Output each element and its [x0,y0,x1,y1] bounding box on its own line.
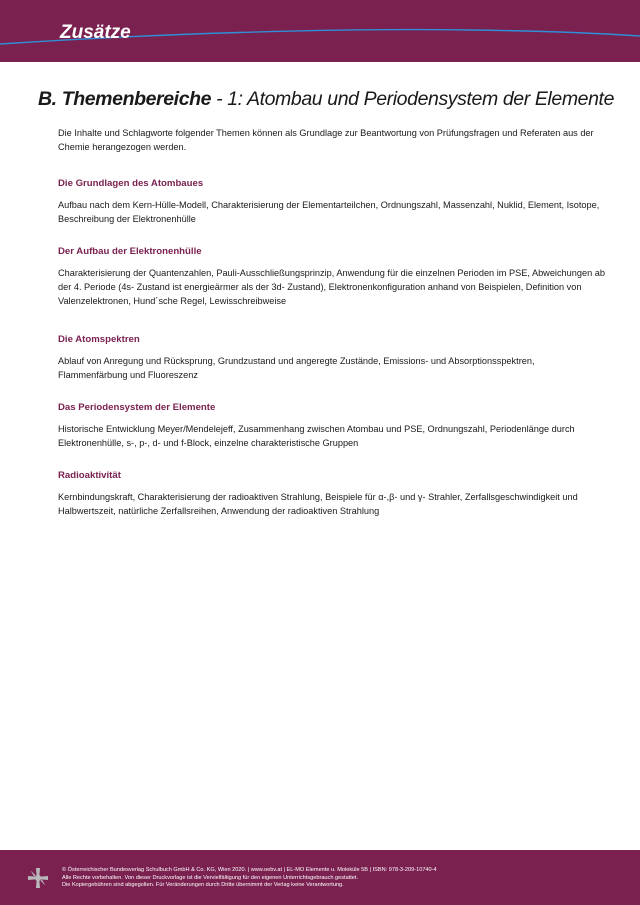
section-periodensystem [58,402,606,450]
section-heading: Radioaktivität [58,470,121,481]
section-elektronenhuelle [58,246,606,308]
section-atomspektren [58,334,606,382]
page-title-bold: B. Themenbereiche [38,88,212,110]
section-text: Charakterisierung der Quantenzahlen, Pauli-Ausschließungsprinzip, Anwendung für die einzelnen Perioden im PSE, Abweichungen ab der 4. Periode (4s- Zustand ist energieärmer als der 3d- Zustand), Elektronenkonfiguration anhand von Beispielen, Definition von Valenzelektronen, Hund´sche Regel, Lewisschreibweise [58,268,605,306]
footer-line: Die Kopiergebühren sind abgegolten. Für Veränderungen durch Dritte übernimmt der Verlag keine Verantwortung. [62,882,344,889]
section-heading: Der Aufbau der Elektronenhülle [58,246,202,257]
section-radioaktivitaet [58,470,606,518]
intro-text: Die Inhalte und Schlagworte folgender Themen können als Grundlage zur Beantwortung von Prüfungsfragen und Referaten aus der Chemie herangezogen werden. [58,128,594,152]
section-heading: Die Atomspektren [58,334,140,345]
page-title [38,88,628,111]
header-title: Zusätze [60,22,131,43]
section-heading: Die Grundlagen des Atombaues [58,178,204,189]
footer-line: Alle Rechte vorbehalten. Von dieser Druckvorlage ist die Vervielfältigung für den eigenen Unterrichtsgebrauch gestattet. [62,874,359,881]
section-atombau [58,178,606,226]
footer-line: © Österreichischer Bundesverlag Schulbuch GmbH & Co. KG, Wien 2020. | www.oebv.at | EL-MO Elemente u. Moleküle 5B | ISBN: 978-3-209-10740-4 [62,867,437,873]
footer-copyright [62,867,622,890]
page-title-rest: - 1: Atombau und Periodensystem der Elemente [211,88,615,110]
section-text: Aufbau nach dem Kern-Hülle-Modell, Charakterisierung der Elementarteilchen, Ordnungszahl, Massenzahl, Nuklid, Element, Isotope, Beschreibung der Elektronenhülle [58,200,600,224]
header-band [0,0,640,62]
footer-band [0,850,640,905]
section-heading: Das Periodensystem der Elemente [58,402,216,413]
section-text: Kernbindungskraft, Charakterisierung der radioaktiven Strahlung, Beispiele für α-,β- und γ- Strahler, Zerfallsgeschwindigkeit und Halbwertszeit, natürliche Zerfallsreihen, Anwendung der radioaktiven Strahlung [58,492,578,516]
publisher-logo-icon [26,866,50,890]
section-text: Ablauf von Anregung und Rücksprung, Grundzustand und angeregte Zustände, Emissions- und Absorptionsspektren, Flammenfärbung und Fluoreszenz [58,356,535,380]
section-text: Historische Entwicklung Meyer/Mendelejeff, Zusammenhang zwischen Atombau und PSE, Ordnungszahl, Periodenlänge durch Elektronenhülle, s-, p-, d- und f-Block, einzelne charakteristische Gruppen [58,424,575,448]
content [58,126,606,518]
